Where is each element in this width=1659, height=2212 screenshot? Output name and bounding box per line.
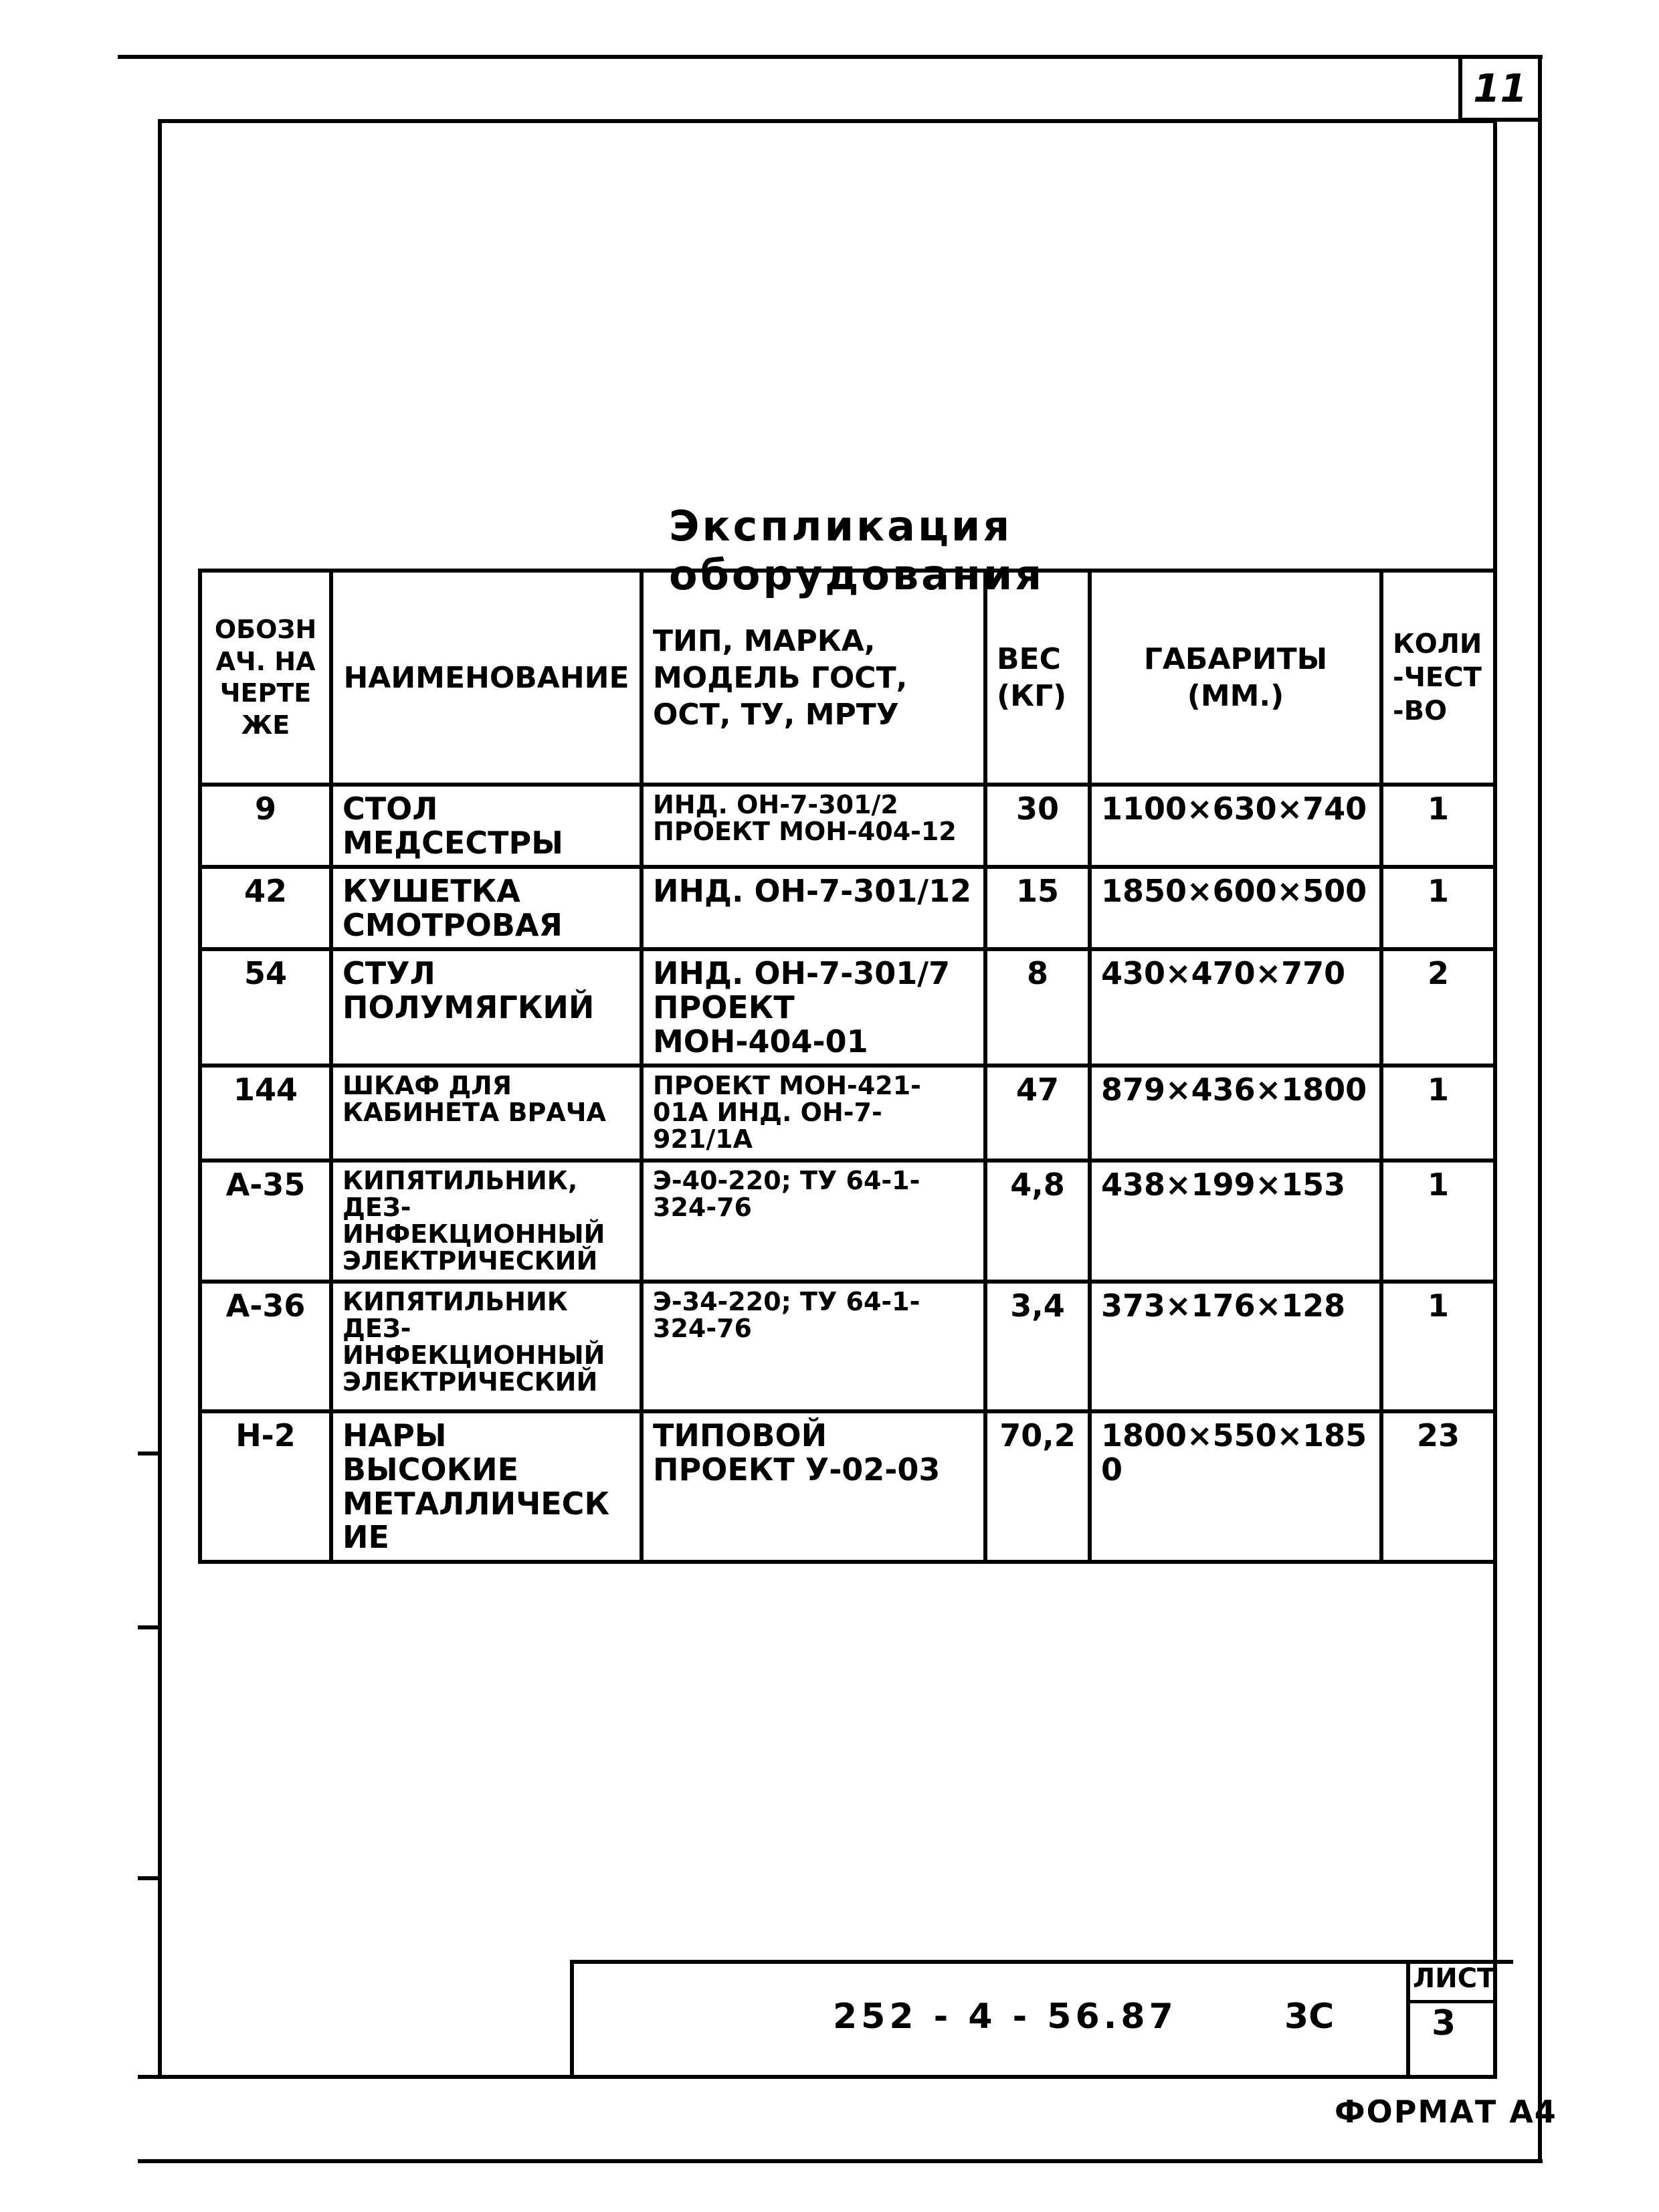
header-type: ТИП, МАРКА, МОДЕЛЬ ГОСТ, ОСТ, ТУ, МРТУ: [642, 571, 985, 785]
header-name: НАИМЕНОВАНИЕ: [331, 571, 642, 785]
cell-mark: 42: [200, 867, 331, 949]
cell-mark: 9: [200, 785, 331, 867]
page-number: 11: [1458, 55, 1542, 122]
cell-type: Э-40-220; ТУ 64-1-324-76: [642, 1161, 985, 1282]
cell-mark: Н-2: [200, 1411, 331, 1561]
margin-tick-1: [138, 1451, 162, 1455]
cell-type: Э-34-220; ТУ 64-1-324-76: [642, 1282, 985, 1411]
cell-qty: 1: [1381, 867, 1495, 949]
margin-tick-3: [138, 1876, 162, 1880]
sheet-label: ЛИСТ: [1413, 1963, 1496, 1994]
cell-type: ПРОЕКТ МОН-421-01А ИНД. ОН-7-921/1А: [642, 1066, 985, 1161]
frame-left-line: [158, 119, 162, 2079]
table-row: [200, 1066, 1495, 1161]
outer-right-line: [1538, 55, 1542, 2162]
cell-weight: 8: [985, 949, 1090, 1066]
cell-type: ИНД. ОН-7-301/12: [642, 867, 985, 949]
cell-name: КИПЯТИЛЬНИК ДЕЗ-ИНФЕКЦИОННЫЙ ЭЛЕКТРИЧЕСКИЙ: [331, 1282, 642, 1411]
cell-dims: 1850×600×500: [1090, 867, 1381, 949]
cell-type: ИНД. ОН-7-301/2 ПРОЕКТ МОН-404-12: [642, 785, 985, 867]
equipment-table: [198, 569, 1497, 1564]
cell-type: ТИПОВОЙ ПРОЕКТ У-02-03: [642, 1411, 985, 1561]
table-row: [200, 867, 1495, 949]
cell-mark: 144: [200, 1066, 331, 1161]
cell-dims: 879×436×1800: [1090, 1066, 1381, 1161]
document-section: 3С: [1284, 1997, 1335, 2037]
cell-qty: 23: [1381, 1411, 1495, 1561]
table-header-row: [200, 571, 1495, 785]
cell-qty: 1: [1381, 785, 1495, 867]
cell-dims: 430×470×770: [1090, 949, 1381, 1066]
top-border-line: [118, 55, 1543, 59]
cell-weight: 3,4: [985, 1282, 1090, 1411]
cell-name: СТУЛ ПОЛУМЯГКИЙ: [331, 949, 642, 1066]
header-weight: ВЕС (КГ): [985, 571, 1090, 785]
cell-weight: 15: [985, 867, 1090, 949]
table-row: [200, 785, 1495, 867]
header-dims: ГАБАРИТЫ (ММ.): [1090, 571, 1381, 785]
table-row: [200, 1161, 1495, 1282]
cell-name: НАРЫ ВЫСОКИЕ МЕТАЛЛИЧЕСКИЕ: [331, 1411, 642, 1561]
sheet-number: 3: [1432, 2003, 1456, 2043]
cell-qty: 1: [1381, 1161, 1495, 1282]
cell-weight: 47: [985, 1066, 1090, 1161]
cell-mark: А-35: [200, 1161, 331, 1282]
cell-name: КИПЯТИЛЬНИК, ДЕЗ-ИНФЕКЦИОННЫЙ ЭЛЕКТРИЧЕСКИЙ: [331, 1161, 642, 1282]
cell-weight: 30: [985, 785, 1090, 867]
header-qty: КОЛИ-ЧЕСТ-ВО: [1381, 571, 1495, 785]
document-code: 252 - 4 - 56.87: [833, 1997, 1177, 2037]
cell-qty: 1: [1381, 1066, 1495, 1161]
cell-type: ИНД. ОН-7-301/7 ПРОЕКТ МОН-404-01: [642, 949, 985, 1066]
table-row: [200, 1282, 1495, 1411]
cell-dims: 1100×630×740: [1090, 785, 1381, 867]
cell-qty: 1: [1381, 1282, 1495, 1411]
cell-name: КУШЕТКА СМОТРОВАЯ: [331, 867, 642, 949]
margin-tick-2: [138, 1625, 162, 1629]
frame-top-line: [158, 119, 1496, 123]
cell-dims: 1800×550×1850: [1090, 1411, 1381, 1561]
table-title: Экспликация оборудования: [669, 502, 1045, 599]
table-row: [200, 1411, 1495, 1561]
cell-name: СТОЛ МЕДСЕСТРЫ: [331, 785, 642, 867]
header-mark: ОБОЗНАЧ. НА ЧЕРТЕЖЕ: [200, 571, 331, 785]
page-bottom-line: [138, 2159, 1543, 2163]
cell-qty: 2: [1381, 949, 1495, 1066]
cell-dims: 373×176×128: [1090, 1282, 1381, 1411]
table-row: [200, 949, 1495, 1066]
cell-dims: 438×199×153: [1090, 1161, 1381, 1282]
format-label: ФОРМАТ А4: [1335, 2094, 1557, 2130]
cell-weight: 4,8: [985, 1161, 1090, 1282]
cell-weight: 70,2: [985, 1411, 1090, 1561]
cell-name: ШКАФ ДЛЯ КАБИНЕТА ВРАЧА: [331, 1066, 642, 1161]
cell-mark: 54: [200, 949, 331, 1066]
cell-mark: А-36: [200, 1282, 331, 1411]
